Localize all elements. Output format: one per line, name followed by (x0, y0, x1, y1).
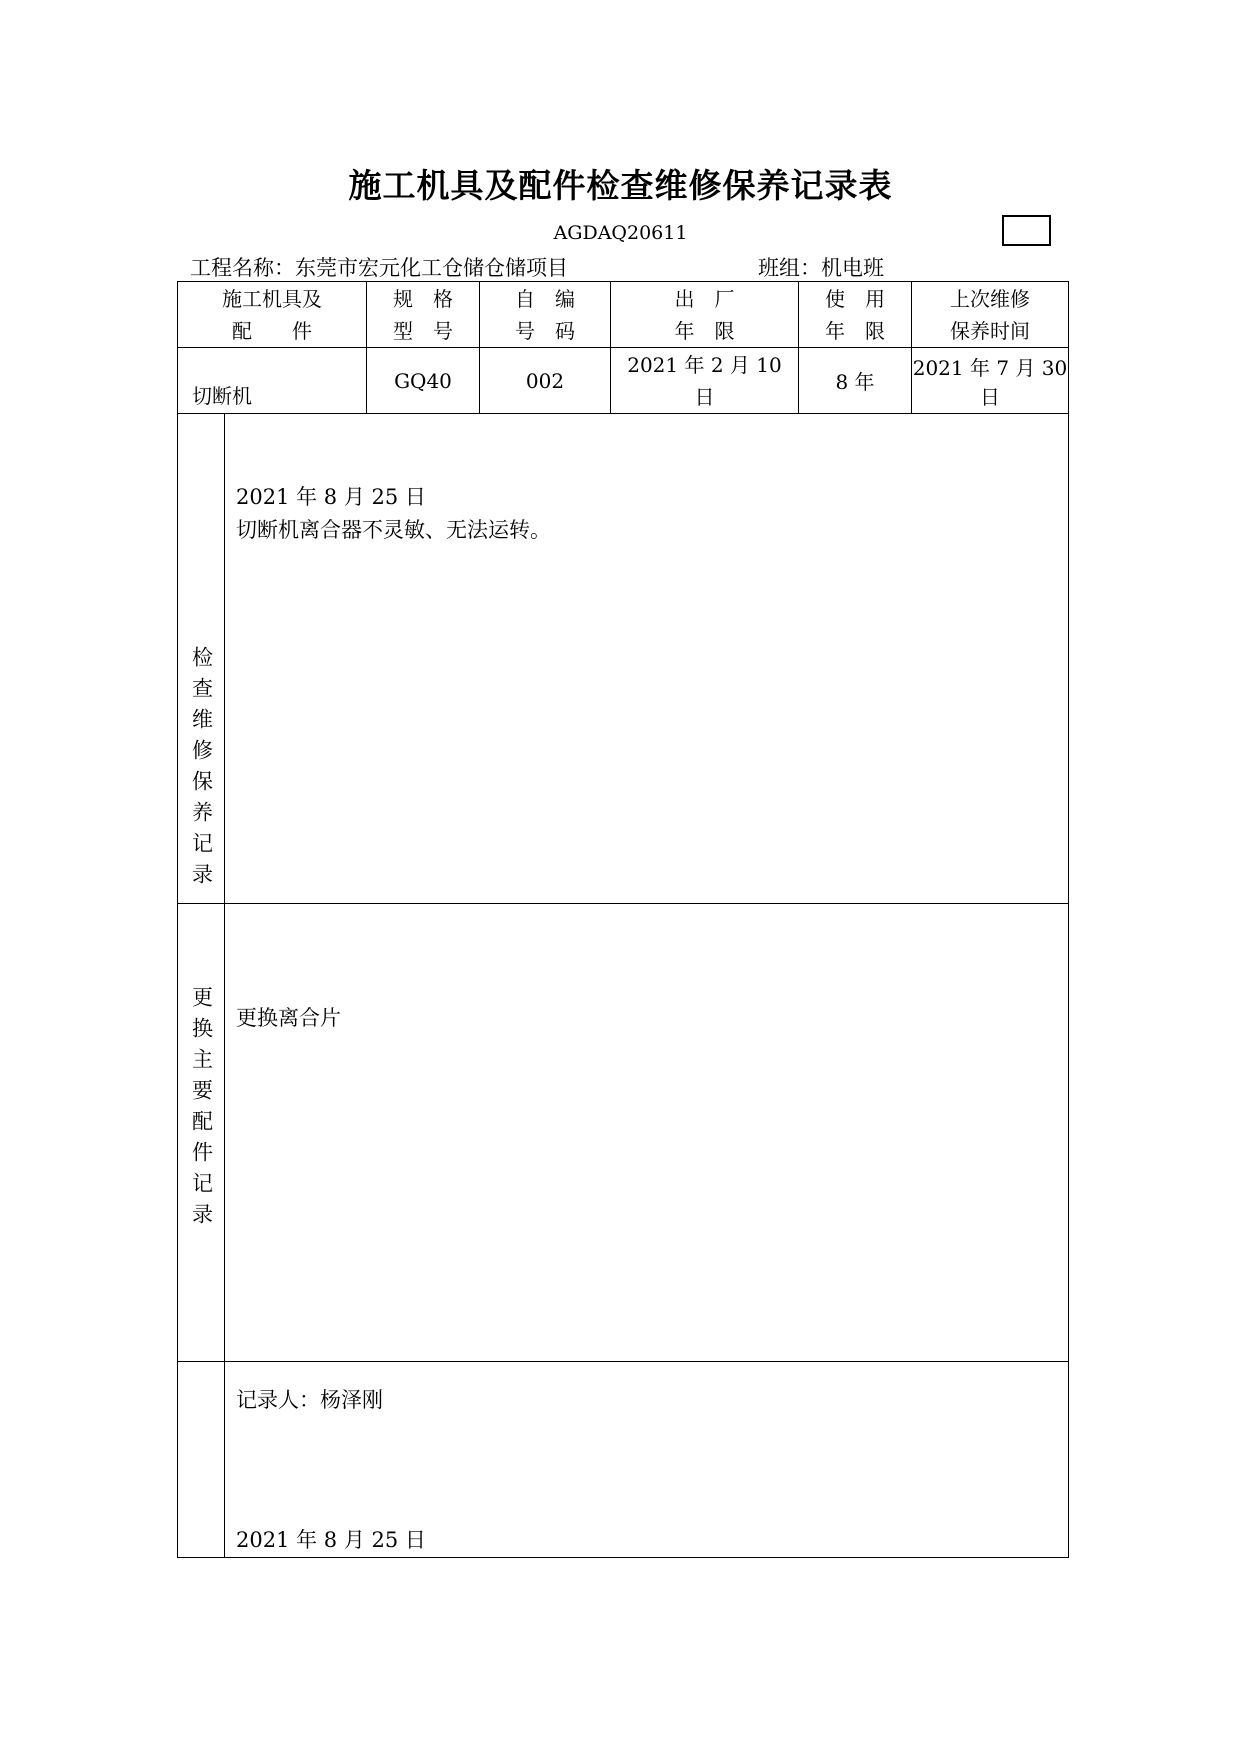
header-model-line1: 规 格 (393, 286, 453, 311)
header-factory-line1: 出 厂 (674, 286, 735, 311)
inspection-row (178, 414, 1069, 904)
header-equipment-line2: 配 件 (232, 318, 312, 343)
header-model (367, 282, 480, 348)
header-serial-line2: 号 码 (515, 318, 575, 343)
recorder-row (178, 1362, 1069, 1558)
blank-box (1002, 215, 1051, 246)
header-last-maintenance-line2: 保养时间 (950, 318, 1030, 343)
replacement-row (178, 904, 1069, 1362)
equipment-model-cell (367, 348, 480, 414)
header-service-line1: 使 用 (825, 286, 885, 311)
equipment-serial: 002 (525, 368, 565, 393)
equipment-name-cell (178, 348, 367, 414)
recorder-label: 记录人： (236, 1388, 320, 1412)
inspection-label: 检查维修保养记录 (189, 646, 214, 894)
header-equipment-line1: 施工机具及 (222, 286, 322, 311)
recorder-date: 2021 年 8 月 25 日 (236, 1528, 426, 1552)
header-equipment (178, 282, 367, 348)
service-years: 8 年 (835, 370, 875, 394)
document-title: 施工机具及配件检查维修保养记录表 (348, 166, 893, 205)
header-model-line2: 型 号 (393, 318, 453, 343)
factory-date-line1: 2021 年 2 月 10 (627, 352, 782, 377)
header-serial-line1: 自 编 (515, 286, 575, 311)
team-label: 班组： (758, 256, 821, 280)
replacement-text: 更换离合片 (236, 1006, 341, 1030)
factory-date-line2: 日 (694, 384, 715, 409)
project-name: 东莞市宏元化工仓储仓储项目 (295, 256, 568, 280)
equipment-model: GQ40 (394, 368, 452, 393)
header-factory (611, 282, 799, 348)
header-service (799, 282, 912, 348)
project-label: 工程名称： (190, 256, 295, 280)
team-line (758, 252, 884, 282)
service-years-cell (799, 348, 912, 414)
inspection-date: 2021 年 8 月 25 日 (236, 485, 426, 509)
document-code: AGDAQ20611 (553, 222, 688, 244)
equipment-row (178, 348, 1069, 414)
equipment-serial-cell (480, 348, 611, 414)
project-line (190, 252, 568, 282)
team-name: 机电班 (821, 256, 884, 280)
recorder-label-cell (178, 1362, 225, 1558)
recorder-content-cell (225, 1362, 1069, 1558)
last-maintenance-cell (912, 348, 1069, 414)
header-last-maintenance-line1: 上次维修 (950, 286, 1030, 311)
header-serial (480, 282, 611, 348)
inspection-content-cell (225, 414, 1069, 904)
record-table (177, 281, 1069, 1558)
recorder-name: 杨泽刚 (320, 1388, 383, 1412)
header-service-line2: 年 限 (825, 318, 885, 343)
factory-date-cell (611, 348, 799, 414)
recorder-line (236, 1384, 1068, 1417)
inspection-label-cell (178, 414, 225, 904)
replacement-label-cell (178, 904, 225, 1362)
header-factory-line2: 年 限 (674, 318, 735, 343)
header-row (178, 282, 1069, 348)
equipment-name: 切断机 (192, 384, 252, 408)
replacement-content-cell (225, 904, 1069, 1362)
header-last-maintenance (912, 282, 1069, 348)
inspection-text: 切断机离合器不灵敏、无法运转。 (236, 518, 551, 542)
last-maintenance: 2021 年 7 月 30 日 (912, 355, 1068, 409)
replacement-label: 更换主要配件记录 (189, 986, 214, 1234)
